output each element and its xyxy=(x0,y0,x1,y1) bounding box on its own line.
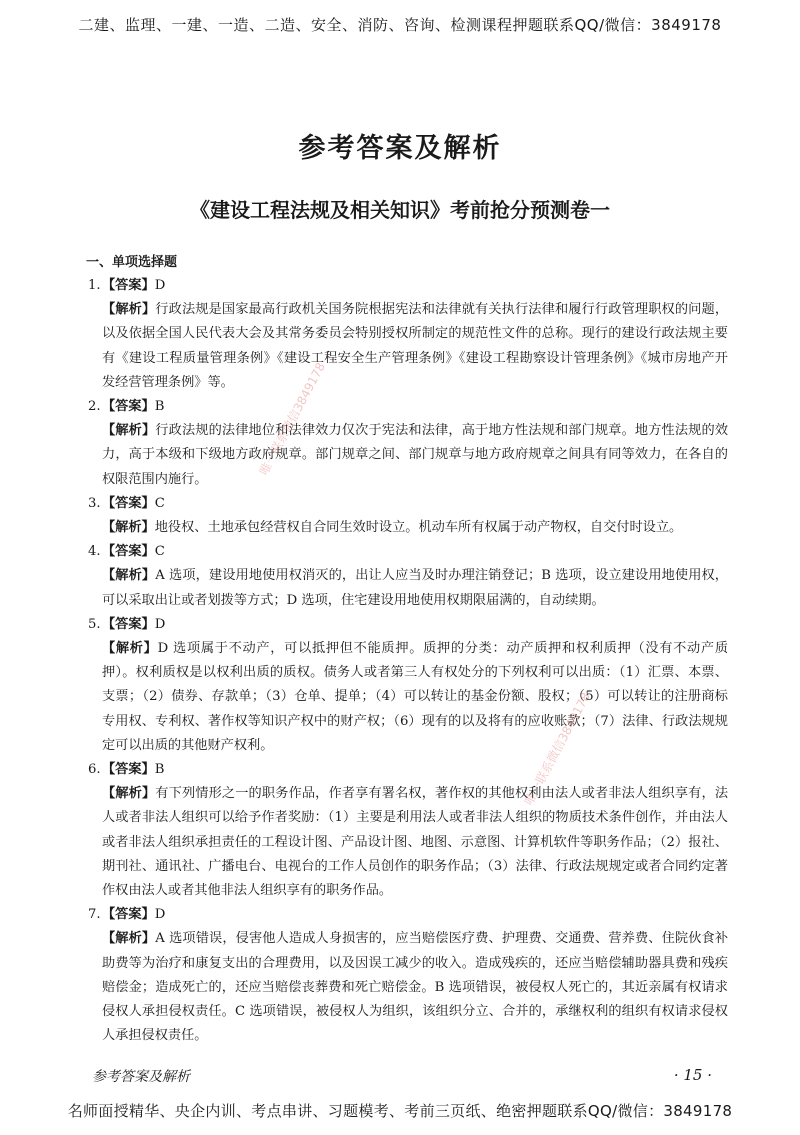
analysis-text: 有下列情形之一的职务作品，作者享有署名权，著作权的其他权利由法人或者非法人组织享有，法人或者非法人组织可以给予作者奖励：（1）主要是利用法人或者非法人组织的物质技术条件创作，并由法人或者非法人组织承担责任的工程设计图、产品设计图、地图、示意图、计算机软件等职务作品；（2）报社、期刊社、通讯社、广播电台、电视台的工作人员创作的职务作品；（3）法律、行政法规规定或者合同约定著作权由法人或者其他非法人组织享有的职务作品。 xyxy=(102,786,729,899)
analysis-label: 【解析】 xyxy=(102,423,156,439)
analysis-label: 【解析】 xyxy=(102,520,155,536)
watermark-1: 唯一联系微信3849178 xyxy=(256,360,329,478)
answer-value: C xyxy=(154,544,165,560)
answer-label: 【答案】 xyxy=(102,907,155,923)
analysis-paragraph xyxy=(102,298,728,395)
analysis-text: 行政法规是国家最高行政机关国务院根据宪法和法律就有关执行法律和履行行政管理职权的问题，以及依据全国人民代表大会及其常务委员会特别授权所制定的规范性文件的总称。现行的建设行政法规主要有《建设工程质量管理条例》《建设工程安全生产管理条例》《建设工程勘察设计管理条例》《城市房地产开发经营管理条例》等。 xyxy=(102,302,729,390)
answer-line xyxy=(88,540,728,564)
analysis-paragraph xyxy=(102,782,728,903)
answer-line xyxy=(88,903,728,927)
analysis-label: 【解析】 xyxy=(102,302,156,318)
answer-line xyxy=(88,274,728,298)
answer-value: C xyxy=(154,495,165,511)
answer-line xyxy=(88,492,728,516)
answer-label: 【答案】 xyxy=(102,399,155,415)
answer-value: D xyxy=(154,907,166,923)
answer-label: 【答案】 xyxy=(102,495,155,511)
answer-label: 【答案】 xyxy=(102,616,155,632)
question-number: 1. xyxy=(88,278,101,293)
page-subtitle: 《建设工程法规及相关知识》考前抢分预测卷一 xyxy=(190,198,610,222)
analysis-text: A 选项，建设用地使用权消灭的，出让人应当及时办理注销登记；B 选项，设立建设用地使用权，可以采取出让或者划拨等方式；D 选项，住宅建设用地使用权期限届满的，自动续期。 xyxy=(102,568,728,608)
analysis-paragraph xyxy=(102,419,728,492)
footer-title: 参考答案及解析 xyxy=(92,1069,190,1085)
analysis-text: D 选项属于不动产，可以抵押但不能质押。质押的分类：动产质押和权利质押（没有不动产质押）。权利质权是以权利出质的质权。债务人或者第三人有权处分的下列权利可以出质：（1）汇票、本票、支票；（2）债券、存款单；（3）仓单、提单；（4）可以转让的基金份额、股权；（5）可以转让的注册商标专用权、专利权、著作权等知识产权中的财产权；（6）现有的以及将有的应收账款；（7）法律、行政法规规定可以出质的其他财产权利。 xyxy=(102,641,729,753)
analysis-text: A 选项错误，侵害他人造成人身损害的，应当赔偿医疗费、护理费、交通费、营养费、住院伙食补助费等为治疗和康复支出的合理费用，以及因误工减少的收入。造成残疾的，还应当赔偿辅助器具费和残疾赔偿金；造成死亡的，还应当赔偿丧葬费和死亡赔偿金。B 选项错误，被侵权人死亡的，其近亲属有权请求侵权人承担侵权责任。C 选项错误，被侵权人为组织，该组织分立、合并的，承继权利的组织有权请求侵权人承担侵权责任。 xyxy=(102,931,729,1044)
analysis-text: 地役权、土地承包经营权自合同生效时设立。机动车所有权属于动产物权，自交付时设立。 xyxy=(154,520,683,536)
analysis-paragraph xyxy=(102,564,728,612)
page-number: · 15 · xyxy=(673,1066,712,1084)
analysis-label: 【解析】 xyxy=(102,931,156,947)
question-number: 2. xyxy=(88,399,101,415)
analysis-text: 行政法规的法律地位和法律效力仅次于宪法和法律，高于地方性法规和部门规章。地方性法规的效力，高于本级和下级地方政府规章。部门规章之间、部门规章与地方政府规章之间具有同等效力，在各自的权限范围内施行。 xyxy=(102,423,729,487)
answer-value: D xyxy=(154,616,166,632)
header-banner: 二建、监理、一建、一造、二造、安全、消防、咨询、检测课程押题联系QQ/微信：3849178 xyxy=(78,16,722,34)
page-title: 参考答案及解析 xyxy=(298,133,502,164)
analysis-label: 【解析】 xyxy=(102,641,158,657)
answer-line xyxy=(88,395,728,419)
answer-value: B xyxy=(154,399,165,415)
footer-banner: 名师面授精华、央企内训、考点串讲、习题模考、考前三页纸、绝密押题联系QQ/微信：3849178 xyxy=(67,1102,733,1120)
answer-value: D xyxy=(154,278,166,293)
answers-list xyxy=(88,274,728,1049)
section-heading: 一、单项选择题 xyxy=(86,255,178,270)
answer-label: 【答案】 xyxy=(102,544,155,560)
question-number: 7. xyxy=(88,907,101,923)
answer-line xyxy=(88,613,728,637)
question-number: 4. xyxy=(88,544,101,560)
analysis-paragraph xyxy=(102,927,728,1048)
answer-line xyxy=(88,758,728,782)
answer-value: B xyxy=(154,762,165,778)
analysis-label: 【解析】 xyxy=(102,568,156,584)
question-number: 3. xyxy=(88,495,101,511)
analysis-paragraph xyxy=(102,637,728,758)
question-number: 6. xyxy=(88,762,101,778)
answer-label: 【答案】 xyxy=(102,278,155,293)
analysis-paragraph xyxy=(102,516,728,540)
analysis-label: 【解析】 xyxy=(102,786,156,802)
answer-label: 【答案】 xyxy=(102,762,155,778)
question-number: 5. xyxy=(88,616,101,632)
watermark-2: 唯一联系微信3849178 xyxy=(521,690,594,808)
